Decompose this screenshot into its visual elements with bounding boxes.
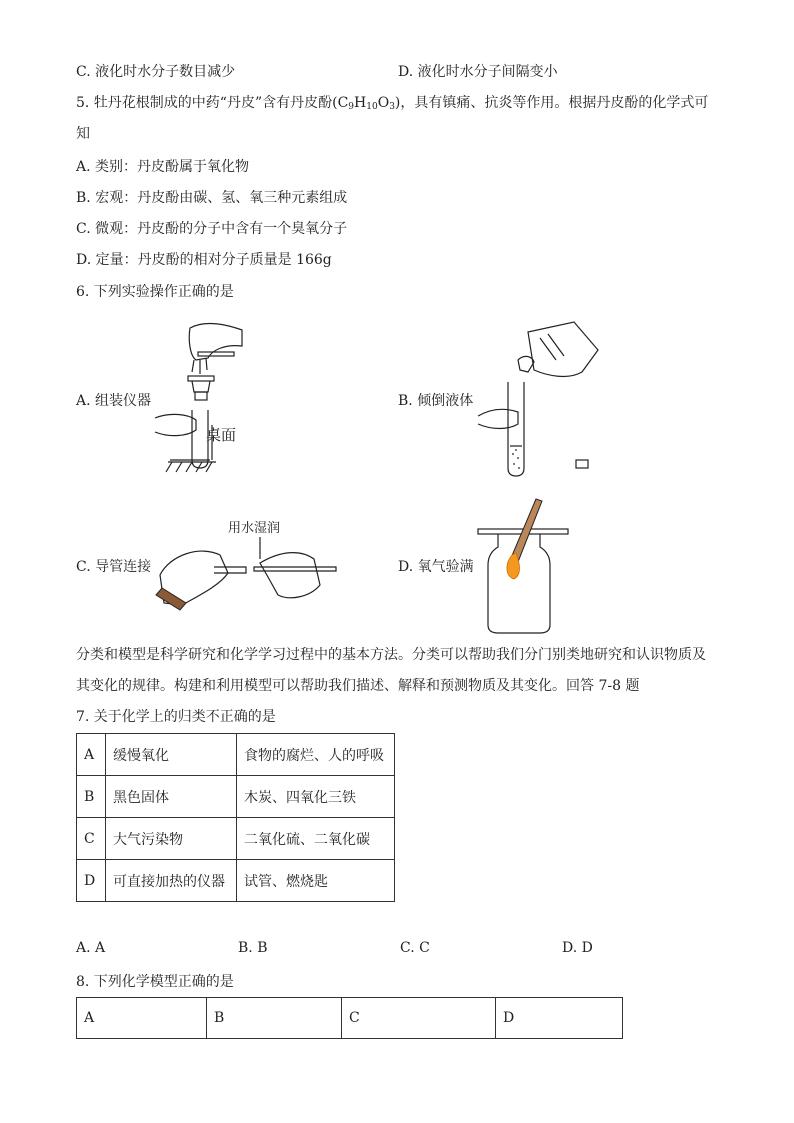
- q6-option-b: B. 倾倒液体: [398, 393, 474, 409]
- q7-table: [76, 733, 395, 902]
- table-cell: 食物的腐烂、人的呼吸: [237, 734, 395, 776]
- q5-option-a: A. 类别：丹皮酚属于氧化物: [76, 159, 250, 175]
- table-cell: A: [77, 734, 106, 776]
- q5-option-b: B. 宏观：丹皮酚由碳、氢、氧三种元素组成: [76, 190, 348, 206]
- q4-option-c: C. 液化时水分子数目减少: [76, 64, 236, 80]
- q7-choice-b: B. B: [238, 940, 268, 956]
- q6-option-a: A. 组装仪器: [76, 393, 152, 409]
- table-row: [77, 818, 395, 860]
- table-cell: C: [77, 818, 106, 860]
- table-cell: 木炭、四氧化三铁: [237, 776, 395, 818]
- q6-option-d: D. 氧气验满: [398, 559, 474, 575]
- table-cell: 试管、燃烧匙: [237, 860, 395, 902]
- table-header-c: C: [342, 998, 496, 1039]
- q7-choice-d: D. D: [562, 940, 593, 956]
- desk-label: 桌面: [206, 427, 237, 444]
- table-row: [77, 776, 395, 818]
- q5-option-d: D. 定量：丹皮酚的相对分子质量是 166g: [76, 252, 332, 268]
- connect-tube-figure: [150, 515, 350, 615]
- table-row: [77, 860, 395, 902]
- q6-stem: 6. 下列实验操作正确的是: [76, 284, 234, 300]
- table-cell: B: [77, 776, 106, 818]
- table-cell: 可直接加热的仪器: [106, 860, 237, 902]
- table-header-a: A: [77, 998, 207, 1039]
- table-cell: 黑色固体: [106, 776, 237, 818]
- intro-paragraph: 分类和模型是科学研究和化学学习过程中的基本方法。分类可以帮助我们分门别类地研究和认识物质及其变化的规律。构建和利用模型可以帮助我们描述、解释和预测物质及其变化。回答 7-8 题: [76, 647, 706, 694]
- table-header-b: B: [207, 998, 342, 1039]
- moisten-label: 用水湿润: [228, 520, 281, 535]
- table-row: [77, 998, 623, 1039]
- q6-option-c: C. 导管连接: [76, 559, 152, 575]
- table-cell: 大气污染物: [106, 818, 237, 860]
- q7-choice-a: A. A: [76, 940, 106, 956]
- q8-stem: 8. 下列化学模型正确的是: [76, 974, 234, 990]
- q7-stem: 7. 关于化学上的归类不正确的是: [76, 709, 276, 725]
- q4-option-d: D. 液化时水分子间隔变小: [398, 64, 558, 80]
- q5-option-c: C. 微观：丹皮酚的分子中含有一个臭氧分子: [76, 221, 348, 237]
- table-row: [77, 734, 395, 776]
- pour-liquid-figure: [478, 320, 608, 480]
- q5-stem: 5. 牡丹花根制成的中药“丹皮”含有丹皮酚$(C_9H_{10}O_3)$，具有镇痛、抗炎等作用。根据丹皮酚的化学式可知: [76, 95, 709, 142]
- q8-table: [76, 997, 623, 1039]
- oxygen-test-figure: [478, 495, 598, 640]
- table-cell: 二氧化硫、二氧化碳: [237, 818, 395, 860]
- table-cell: D: [77, 860, 106, 902]
- assemble-apparatus-figure: [150, 320, 250, 480]
- table-cell: 缓慢氧化: [106, 734, 237, 776]
- q7-choice-c: C. C: [400, 940, 430, 956]
- table-header-d: D: [496, 998, 623, 1039]
